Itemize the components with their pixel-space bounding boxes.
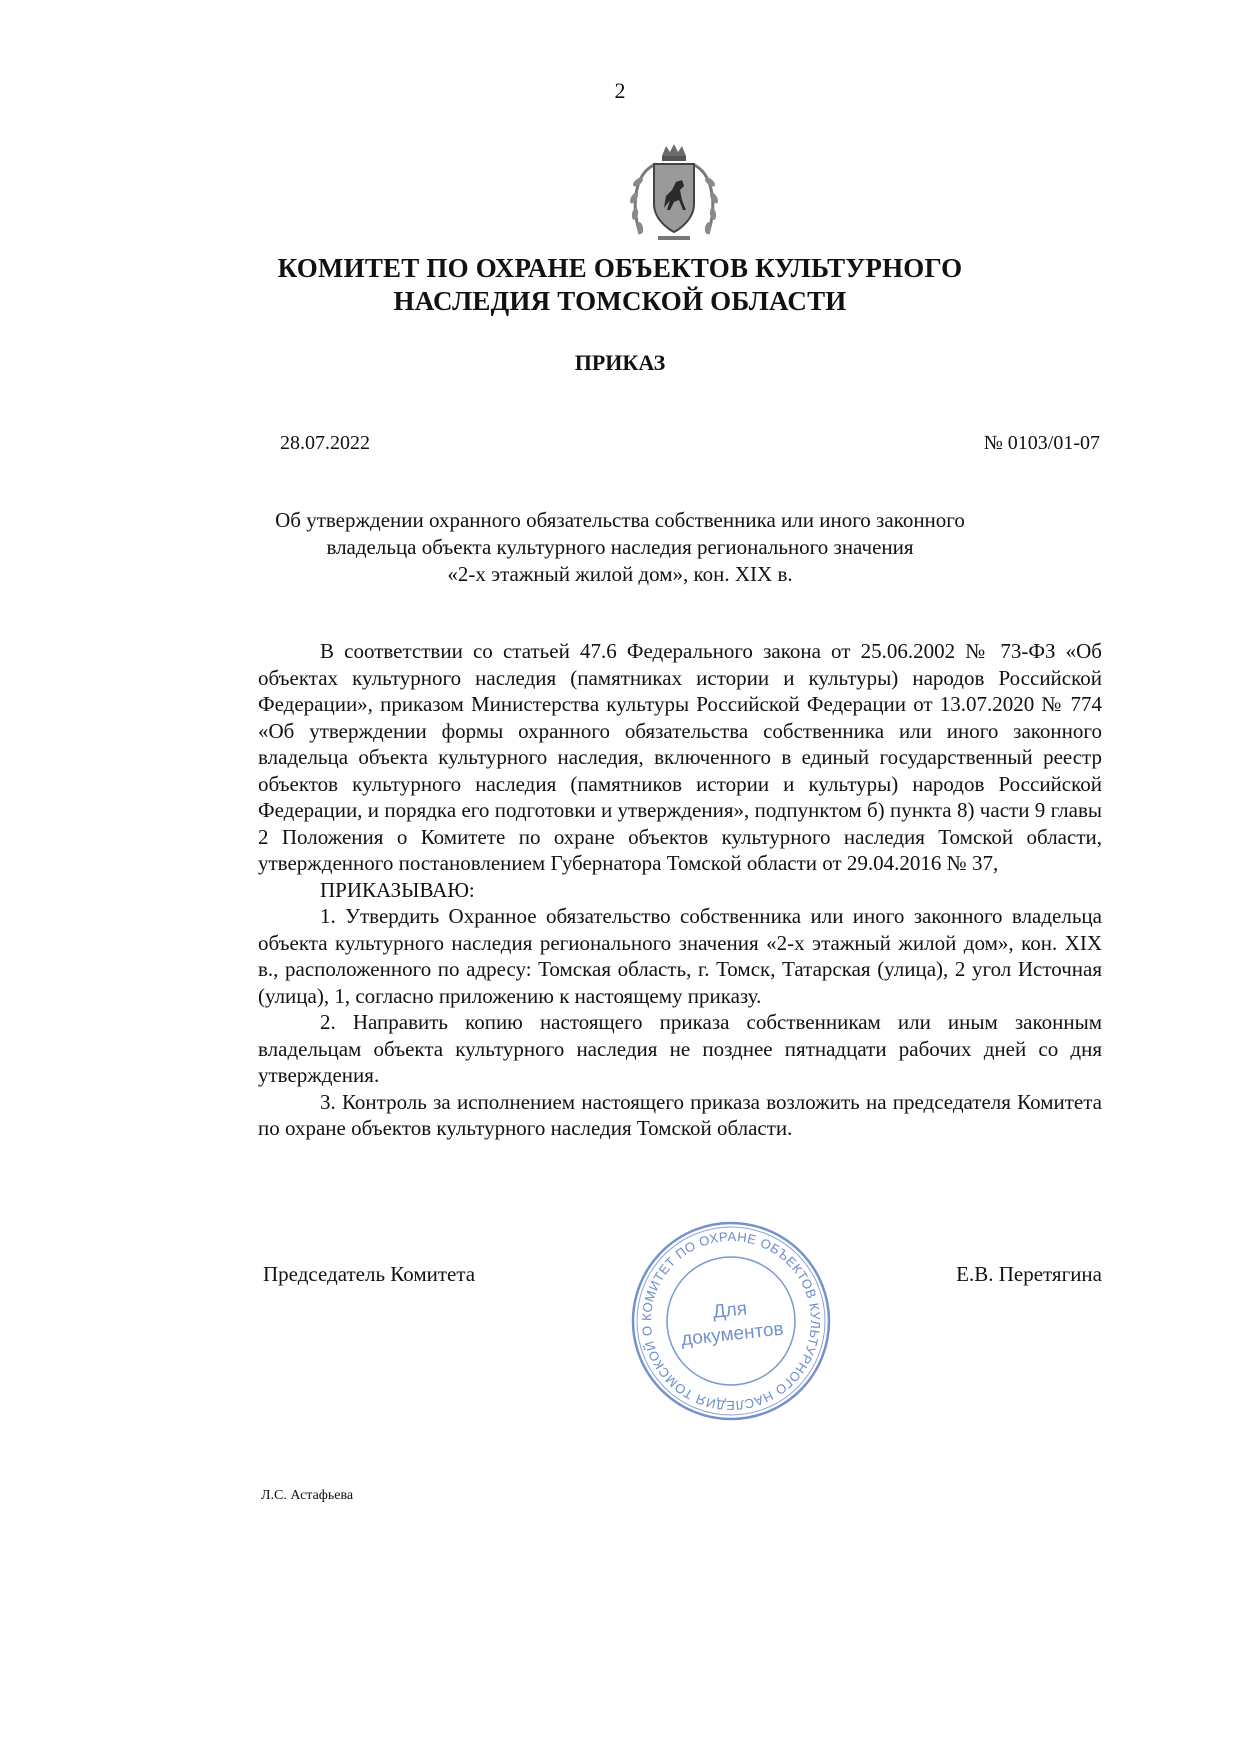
signatory-name: Е.В. Перетягина [956,1262,1102,1286]
official-stamp [628,1218,834,1424]
organization-title [0,252,1240,318]
subject-line2: владельца объекта культурного наследия регионального значения [326,535,914,559]
tomsk-coat-of-arms-icon [626,142,722,246]
order-item-2: 2. Направить копию настоящего приказа собственникам или иным законным владельцам объекта культурного наследия не позднее пятнадцати рабочих дней со дня утверждения. [258,1010,1102,1087]
signatory-title: Председатель Комитета [263,1262,476,1286]
organization-title-line2: НАСЛЕДИЯ ТОМСКОЙ ОБЛАСТИ [393,286,847,316]
subject-line1: Об утверждении охранного обязательства собственника или иного законного [275,508,965,532]
document-subject [260,507,980,588]
order-word: ПРИКАЗЫВАЮ: [320,877,475,902]
stamp-ring-text: КОМИТЕТ ПО ОХРАНЕ ОБЪЕКТОВ КУЛЬТУРНОГО НАСЛЕДИЯ ТОМСКОЙ О [638,1228,824,1414]
subject-line3: «2-х этажный жилой дом», кон. XIX в. [447,562,793,586]
page-number: 2 [614,78,626,103]
stamp-center-line1: Для [711,1298,749,1323]
document-date: 28.07.2022 [280,432,370,454]
order-item-3: 3. Контроль за исполнением настоящего приказа возложить на председателя Комитета по охране объектов культурного наследия Томской области. [258,1089,1102,1140]
stamp-center-line2: документов [680,1318,785,1351]
organization-title-line1: КОМИТЕТ ПО ОХРАНЕ ОБЪЕКТОВ КУЛЬТУРНОГО [277,253,963,283]
preamble-paragraph: В соответствии со статьей 47.6 Федерального закона от 25.06.2002 № 73-ФЗ «Об объектах культурного наследия (памятниках истории и культуры) народов Российской Федерации», приказом Министерства культуры Российской Федерации от 13.07.2020 № 774 «Об утверждении формы охранного обязательства собственника или иного законного владельца объекта культурного наследия, включенного в единый государственный реестр объектов культурного наследия (памятников истории и культуры) народов Российской Федерации, и порядка его подготовки и утверждения», подпунктом б) пункта 8) части 9 главы 2 Положения о Комитете по охране объектов культурного наследия Томской области, утвержденного постановлением Губернатора Томской области от 29.04.2016 № 37, [258,639,1102,875]
executor-name: Л.С. Астафьева [261,1488,354,1503]
document-body [258,638,1102,1142]
order-item-1: 1. Утвердить Охранное обязательство собственника или иного законного владельца объекта культурного наследия регионального значения «2-х этажный жилой дом», кон. XIX в., расположенного по адресу: Томская область, г. Томск, Татарская (улица), 2 угол Источная (улица), 1, согласно приложению к настоящему приказу. [258,904,1102,1008]
document-number: № 0103/01-07 [983,432,1100,454]
document-type: ПРИКАЗ [574,350,666,375]
